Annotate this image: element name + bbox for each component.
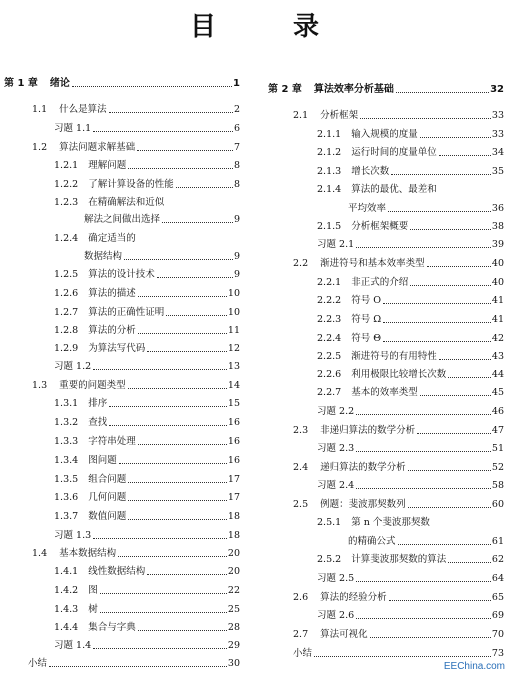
toc-entry-page: 13 (227, 361, 240, 372)
toc-entry-label: 算法效率分析基础 (313, 84, 394, 95)
dot-leader (356, 451, 491, 452)
watermark: EEChina.com (443, 661, 505, 672)
toc-entry-number: 2.5.1 (317, 517, 342, 528)
dot-leader (383, 303, 491, 304)
dot-leader (128, 519, 227, 520)
toc-entry-number: 1.3.3 (54, 436, 79, 447)
dot-leader (383, 341, 491, 342)
toc-entry-label: 图问题 (88, 455, 117, 466)
toc-entry-label: 习题 2.2 (317, 406, 355, 417)
dot-leader (109, 112, 233, 113)
toc-entry-number: 1.4.1 (54, 566, 79, 577)
toc-entry-number: 1.4 (32, 548, 48, 559)
dot-leader (448, 377, 491, 378)
toc-entry[interactable] (54, 530, 240, 542)
toc-entry[interactable] (293, 462, 504, 474)
toc-entry-label: 基本数据结构 (59, 548, 117, 559)
toc-entry-label: 重要的问题类型 (59, 380, 126, 391)
toc-entry-page: 38 (491, 221, 504, 232)
toc-entry[interactable] (54, 123, 240, 135)
toc-entry-page: 18 (227, 511, 240, 522)
toc-entry-label: 了解计算设备的性能 (88, 179, 174, 190)
dot-leader (138, 333, 227, 334)
toc-entry-label: 的精确公式 (348, 536, 396, 547)
dot-leader (93, 369, 227, 370)
dot-leader (389, 600, 491, 601)
toc-entry-page: 20 (227, 566, 240, 577)
toc-entry-number: 1.4.4 (54, 622, 79, 633)
dot-leader (388, 211, 491, 212)
toc-entry-label: 查找 (88, 417, 108, 428)
toc-entry-label: 算法的经验分析 (320, 592, 387, 603)
toc-entry[interactable] (317, 517, 504, 529)
toc-entry-page: 34 (491, 147, 504, 158)
toc-entry-page: 30 (227, 658, 240, 669)
dot-leader (420, 395, 491, 396)
toc-entry-number: 1.2.9 (54, 343, 79, 354)
toc-entry-number: 1.2.8 (54, 325, 79, 336)
toc-entry-page: 61 (491, 536, 504, 547)
toc-entry-label: 集合与字典 (88, 622, 136, 633)
dot-leader (109, 425, 227, 426)
toc-entry-page: 64 (491, 573, 504, 584)
toc-entry[interactable] (54, 197, 240, 209)
toc-entry-page: 9 (233, 269, 240, 280)
toc-entry-page: 62 (491, 554, 504, 565)
toc-entry-label: 图 (88, 585, 98, 596)
toc-entry-label: 增长次数 (351, 166, 390, 177)
toc-entry[interactable] (54, 640, 240, 652)
toc-entry[interactable] (54, 269, 240, 281)
toc-entry-number: 1.2.7 (54, 307, 79, 318)
toc-entry-label: 习题 2.1 (317, 239, 355, 250)
toc-entry-number: 1.4.2 (54, 585, 79, 596)
toc-entry-page: 39 (491, 239, 504, 250)
toc-entry[interactable] (317, 129, 504, 141)
dot-leader (448, 562, 491, 563)
toc-entry[interactable] (54, 511, 240, 523)
toc-entry-label: 基本的效率类型 (351, 387, 418, 398)
toc-entry[interactable] (317, 166, 504, 178)
dot-leader (109, 406, 227, 407)
toc-entry-number: 1.2.5 (54, 269, 79, 280)
dot-leader (166, 315, 227, 316)
toc-entry-page: 46 (491, 406, 504, 417)
toc-entry-label: 算法问题求解基础 (59, 142, 136, 153)
toc-entry-number: 1.3.2 (54, 417, 79, 428)
dot-leader (128, 168, 233, 169)
toc-entry-label: 输入规模的度量 (351, 129, 418, 140)
toc-entry[interactable] (293, 425, 504, 437)
toc-entry-page: 43 (491, 351, 504, 362)
toc-entry-number: 1.3.1 (54, 398, 79, 409)
toc-entry-page: 40 (491, 258, 504, 269)
toc-entry-label: 算法的最优、最差和 (351, 184, 437, 195)
toc-entry-page: 41 (491, 314, 504, 325)
toc-entry[interactable] (317, 239, 504, 251)
toc-entry-page: 15 (227, 398, 240, 409)
dot-leader (356, 247, 491, 248)
toc-entry-label: 数值问题 (88, 511, 127, 522)
toc-entry-label: 算法的描述 (88, 288, 136, 299)
dot-leader (360, 118, 491, 119)
toc-entry-label: 分析框架 (320, 110, 359, 121)
toc-entry-page: 36 (491, 203, 504, 214)
toc-entry-label: 小结 (28, 658, 48, 669)
toc-entry-label: 线性数据结构 (88, 566, 146, 577)
toc-entry[interactable] (317, 443, 504, 455)
toc-entry-label: 算法的分析 (88, 325, 136, 336)
toc-entry-page: 10 (227, 288, 240, 299)
dot-leader (138, 296, 227, 297)
toc-entry-label: 几何问题 (88, 492, 127, 503)
toc-entry-page: 2 (233, 104, 240, 115)
toc-entry-label: 习题 1.4 (54, 640, 92, 651)
toc-entry-number: 1.3.6 (54, 492, 79, 503)
toc-entry-page: 29 (227, 640, 240, 651)
toc-entry-number: 1.3.7 (54, 511, 79, 522)
toc-entry-page: 6 (233, 123, 240, 134)
toc-entry-number: 1.1 (32, 104, 48, 115)
dot-leader (162, 222, 233, 223)
toc-entry[interactable] (54, 361, 240, 373)
toc-entry[interactable] (268, 84, 504, 96)
toc-entry[interactable] (54, 417, 240, 429)
dot-leader (100, 612, 227, 613)
toc-entry[interactable] (317, 480, 504, 492)
toc-entry-page: 1 (233, 78, 240, 89)
toc-entry-label: 组合问题 (88, 474, 127, 485)
toc-entry[interactable] (317, 387, 504, 399)
toc-entry-label: 习题 1.2 (54, 361, 92, 372)
toc-entry-label: 在精确解法和近似 (88, 197, 165, 208)
dot-leader (391, 174, 491, 175)
toc-entry-number: 2.2.2 (317, 295, 342, 306)
toc-entry[interactable] (84, 214, 240, 226)
toc-entry-page: 14 (227, 380, 240, 391)
toc-entry[interactable] (317, 369, 504, 381)
toc-entry-label: 习题 2.4 (317, 480, 355, 491)
dot-leader (356, 618, 491, 619)
toc-entry-label: 数据结构 (84, 251, 123, 262)
toc-entry-page: 45 (491, 387, 504, 398)
toc-entry-page: 20 (227, 548, 240, 559)
toc-entry-page: 58 (491, 480, 504, 491)
toc-entry-label: 字符串处理 (88, 436, 136, 447)
toc-entry-number: 第 1 章 (4, 78, 38, 89)
dot-leader (124, 259, 233, 260)
toc-entry[interactable] (32, 548, 240, 560)
toc-entry-page: 41 (491, 295, 504, 306)
toc-entry[interactable] (317, 314, 504, 326)
toc-entry-number: 2.4 (293, 462, 309, 473)
toc-entry[interactable] (32, 380, 240, 392)
toc-entry-number: 2.1.2 (317, 147, 342, 158)
toc-entry-number: 2.1.3 (317, 166, 342, 177)
toc-entry-number: 2.2.6 (317, 369, 342, 380)
toc-entry-page: 65 (491, 592, 504, 603)
toc-entry[interactable] (293, 648, 504, 660)
toc-entry-number: 1.2.4 (54, 233, 79, 244)
toc-entry-page: 8 (233, 160, 240, 171)
toc-entry-number: 2.3 (293, 425, 309, 436)
dot-leader (93, 131, 233, 132)
toc-entry-page: 8 (233, 179, 240, 190)
toc-entry[interactable] (54, 436, 240, 448)
toc-entry[interactable] (317, 554, 504, 566)
toc-entry[interactable] (54, 455, 240, 467)
dot-leader (128, 500, 227, 501)
toc-entry[interactable] (293, 110, 504, 122)
toc-entry-page: 17 (227, 492, 240, 503)
toc-entry-page: 9 (233, 214, 240, 225)
toc-entry[interactable] (54, 474, 240, 486)
toc-entry-number: 2.5.2 (317, 554, 342, 565)
toc-entry-page: 25 (227, 604, 240, 615)
dot-leader (417, 433, 491, 434)
toc-entry-label: 习题 1.1 (54, 123, 92, 134)
toc-entry-page: 40 (491, 277, 504, 288)
toc-entry[interactable] (317, 351, 504, 363)
toc-entry[interactable] (317, 221, 504, 233)
dot-leader (410, 285, 491, 286)
toc-entry-number: 1.2.3 (54, 197, 79, 208)
toc-entry-page: 22 (227, 585, 240, 596)
toc-entry-label: 分析框架概要 (351, 221, 409, 232)
toc-entry[interactable] (317, 573, 504, 585)
dot-leader (427, 266, 491, 267)
toc-entry[interactable] (32, 104, 240, 116)
toc-entry-label: 递归算法的数学分析 (320, 462, 406, 473)
dot-leader (370, 637, 491, 638)
dot-leader (383, 322, 491, 323)
toc-entry-label: 习题 2.5 (317, 573, 355, 584)
toc-entry[interactable] (54, 604, 240, 616)
dot-leader (157, 277, 233, 278)
toc-entry-label: 什么是算法 (59, 104, 107, 115)
toc-entry-number: 1.3.4 (54, 455, 79, 466)
toc-entry[interactable] (54, 325, 240, 337)
toc-entry[interactable] (348, 536, 504, 548)
toc-entry-number: 2.1.5 (317, 221, 342, 232)
toc-entry-page: 7 (233, 142, 240, 153)
toc-entry[interactable] (317, 333, 504, 345)
toc-entry-number: 2.1.1 (317, 129, 342, 140)
toc-entry-number: 1.2.6 (54, 288, 79, 299)
toc-entry-page: 16 (227, 417, 240, 428)
toc-entry-label: 非递归算法的数学分析 (320, 425, 416, 436)
toc-entry-label: 符号 O (351, 295, 381, 306)
dot-leader (356, 414, 491, 415)
toc-entry-page: 17 (227, 474, 240, 485)
toc-entry-number: 2.6 (293, 592, 309, 603)
toc-entry-number: 1.2.1 (54, 160, 79, 171)
toc-entry[interactable] (84, 251, 240, 263)
toc-entry-page: 47 (491, 425, 504, 436)
toc-entry-label: 算法的正确性证明 (88, 307, 165, 318)
toc-entry-label: 习题 2.6 (317, 610, 355, 621)
toc-entry-number: 2.2.7 (317, 387, 342, 398)
toc-entry-number: 2.5 (293, 499, 309, 510)
toc-entry-label: 小结 (293, 648, 313, 659)
toc-entry-label: 例题：斐波那契数列 (320, 499, 406, 510)
toc-entry-number: 2.7 (293, 629, 309, 640)
toc-entry[interactable] (293, 499, 504, 511)
toc-entry-label: 第 n 个斐波那契数 (351, 517, 430, 528)
toc-entry[interactable] (317, 610, 504, 622)
toc-entry[interactable] (54, 288, 240, 300)
dot-leader (147, 351, 227, 352)
dot-leader (118, 556, 227, 557)
toc-entry-number: 2.2.1 (317, 277, 342, 288)
toc-entry[interactable] (293, 258, 504, 270)
toc-entry[interactable] (317, 184, 504, 196)
toc-entry-number: 2.2 (293, 258, 309, 269)
dot-leader (398, 544, 491, 545)
toc-entry-page: 16 (227, 455, 240, 466)
toc-entry[interactable] (4, 78, 240, 90)
toc-entry[interactable] (54, 307, 240, 319)
toc-entry-number: 2.1 (293, 110, 309, 121)
dot-leader (410, 229, 491, 230)
toc-entry-label: 习题 2.3 (317, 443, 355, 454)
page-title: 目 录 (189, 12, 354, 42)
toc-entry[interactable] (54, 492, 240, 504)
toc-entry-page: 28 (227, 622, 240, 633)
toc-entry-page: 60 (491, 499, 504, 510)
toc-entry-label: 理解问题 (88, 160, 127, 171)
toc-entry[interactable] (54, 160, 240, 172)
dot-leader (93, 648, 227, 649)
dot-leader (128, 482, 227, 483)
toc-entry-label: 渐进符号的有用特性 (351, 351, 437, 362)
dot-leader (314, 656, 491, 657)
toc-entry[interactable] (317, 406, 504, 418)
dot-leader (420, 137, 491, 138)
toc-entry[interactable] (54, 622, 240, 634)
toc-entry-label: 符号 Ω (351, 314, 382, 325)
toc-entry-label: 符号 Θ (351, 333, 381, 344)
dot-leader (72, 86, 232, 87)
toc-entry-label: 渐进符号和基本效率类型 (320, 258, 425, 269)
dot-leader (147, 574, 227, 575)
dot-leader (119, 463, 227, 464)
toc-entry[interactable] (54, 398, 240, 410)
toc-entry-number: 2.2.4 (317, 333, 342, 344)
dot-leader (396, 92, 489, 93)
toc-entry-label: 利用极限比较增长次数 (351, 369, 447, 380)
toc-entry-label: 非正式的介绍 (351, 277, 409, 288)
toc-entry-label: 计算斐波那契数的算法 (351, 554, 447, 565)
toc-entry-label: 运行时间的度量单位 (351, 147, 437, 158)
toc-entry[interactable] (317, 295, 504, 307)
toc-entry[interactable] (317, 277, 504, 289)
dot-leader (408, 470, 491, 471)
toc-entry-page: 33 (491, 110, 504, 121)
toc-entry-page: 33 (491, 129, 504, 140)
toc-entry-page: 42 (491, 333, 504, 344)
dot-leader (138, 630, 227, 631)
dot-leader (439, 359, 491, 360)
toc-entry-page: 18 (227, 530, 240, 541)
dot-leader (138, 444, 227, 445)
toc-entry-page: 32 (490, 84, 504, 95)
toc-entry[interactable] (54, 343, 240, 355)
toc-entry-page: 9 (233, 251, 240, 262)
toc-entry-page: 70 (491, 629, 504, 640)
toc-entry[interactable] (348, 203, 504, 215)
dot-leader (137, 150, 233, 151)
toc-entry-page: 52 (491, 462, 504, 473)
dot-leader (93, 538, 227, 539)
toc-entry-number: 2.1.4 (317, 184, 342, 195)
dot-leader (356, 488, 491, 489)
dot-leader (356, 581, 491, 582)
toc-entry-number: 第 2 章 (268, 84, 302, 95)
toc-entry[interactable] (54, 233, 240, 245)
toc-entry[interactable] (54, 585, 240, 597)
toc-entry[interactable] (54, 179, 240, 191)
toc-entry-label: 算法可视化 (320, 629, 368, 640)
toc-entry[interactable] (293, 629, 504, 641)
toc-entry[interactable] (293, 592, 504, 604)
toc-entry-page: 11 (227, 325, 240, 336)
toc-entry-page: 16 (227, 436, 240, 447)
toc-entry[interactable] (32, 142, 240, 154)
toc-entry-number: 1.2 (32, 142, 48, 153)
toc-entry[interactable] (28, 658, 240, 670)
toc-entry-page: 69 (491, 610, 504, 621)
toc-entry-number: 1.3 (32, 380, 48, 391)
dot-leader (176, 187, 233, 188)
toc-entry-page: 12 (227, 343, 240, 354)
toc-entry-label: 绪论 (49, 78, 70, 89)
dot-leader (128, 388, 227, 389)
toc-entry-number: 2.2.5 (317, 351, 342, 362)
toc-entry-label: 习题 1.3 (54, 530, 92, 541)
dot-leader (49, 666, 227, 667)
toc-entry-page: 35 (491, 166, 504, 177)
dot-leader (100, 593, 227, 594)
toc-entry-label: 为算法写代码 (88, 343, 146, 354)
toc-entry[interactable] (317, 147, 504, 159)
toc-entry-label: 排序 (88, 398, 108, 409)
toc-entry-label: 平均效率 (348, 203, 387, 214)
toc-entry-number: 2.2.3 (317, 314, 342, 325)
toc-entry-page: 10 (227, 307, 240, 318)
toc-entry-number: 1.4.3 (54, 604, 79, 615)
toc-entry-label: 算法的设计技术 (88, 269, 155, 280)
dot-leader (439, 155, 491, 156)
toc-entry-label: 确定适当的 (88, 233, 136, 244)
toc-entry-page: 73 (491, 648, 504, 659)
toc-entry-label: 解法之间做出选择 (84, 214, 161, 225)
toc-entry-page: 44 (491, 369, 504, 380)
toc-entry-number: 1.2.2 (54, 179, 79, 190)
toc-entry[interactable] (54, 566, 240, 578)
toc-entry-label: 树 (88, 604, 98, 615)
dot-leader (408, 507, 491, 508)
toc-entry-page: 51 (491, 443, 504, 454)
toc-entry-number: 1.3.5 (54, 474, 79, 485)
